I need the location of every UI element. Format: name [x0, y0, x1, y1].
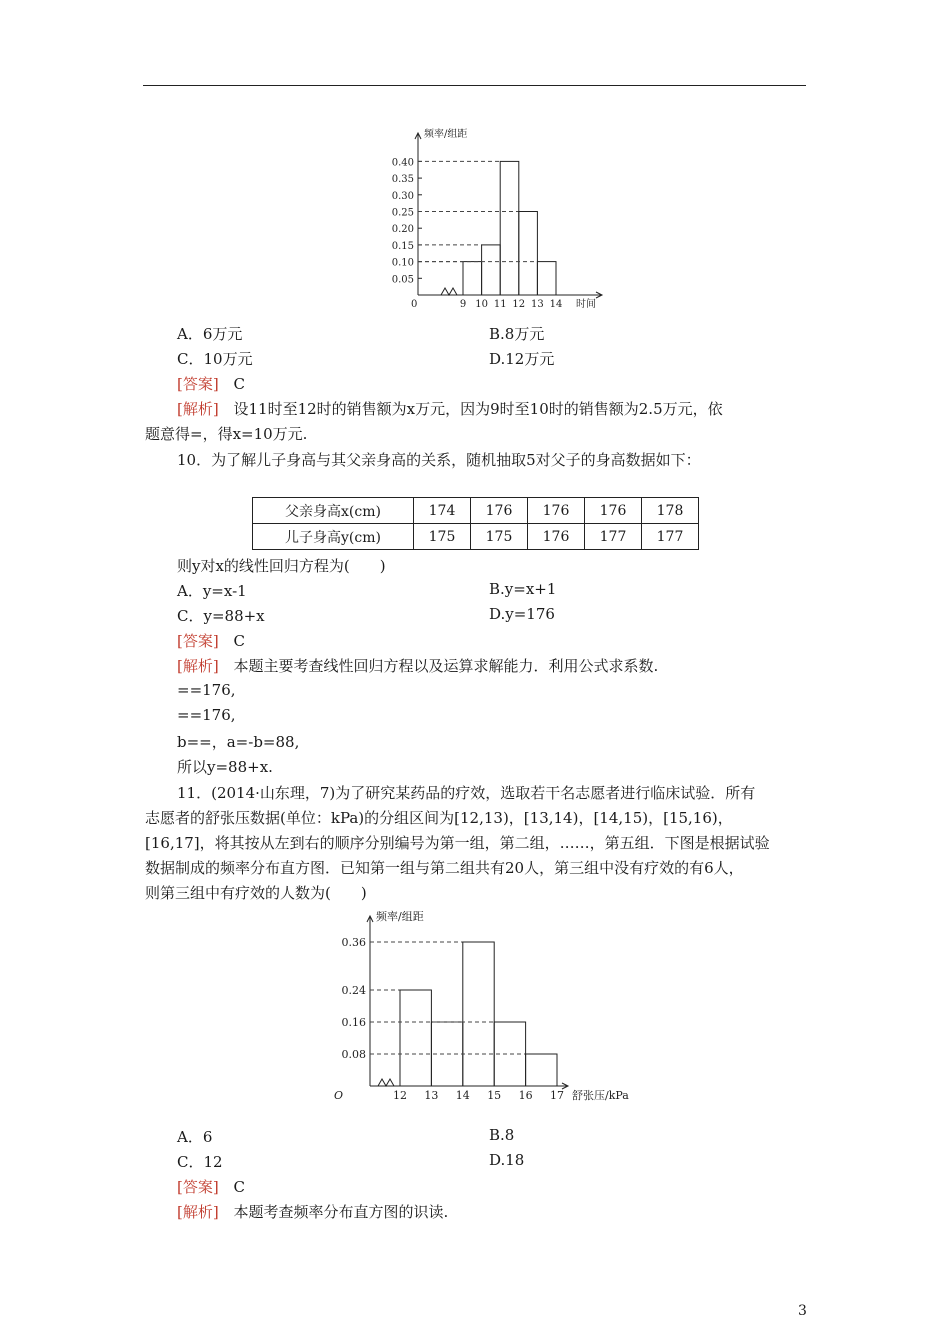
q10-stem: 10．为了解儿子身高与其父亲身高的关系，随机抽取5对父子的身高数据如下： [177, 451, 701, 469]
q10-answer [177, 630, 245, 651]
y-tick-label: 0.36 [341, 936, 366, 949]
q11-stem-5: 则第三组中有疗效的人数为( ) [145, 884, 367, 902]
answer-value: C [233, 1178, 245, 1196]
table-cell: 176 [471, 498, 528, 524]
q11-stem-4: 数据制成的频率分布直方图．已知第一组与第二组共有20人，第三组中没有疗效的有6人， [145, 859, 744, 877]
answer-label: [答案] [177, 1178, 219, 1196]
q10-option-c: C．y=88+x [177, 607, 265, 625]
x-tick-label: 13 [531, 299, 544, 310]
histogram-bar [500, 161, 519, 295]
q10-option-d: D.y=176 [489, 605, 555, 623]
q9-analysis [177, 398, 723, 419]
histogram-bar [526, 1054, 557, 1086]
table-row-label: 儿子身高y(cm) [253, 524, 414, 550]
y-tick-label: 0.16 [341, 1016, 366, 1029]
x-tick-label: 13 [424, 1089, 439, 1102]
answer-value: C [233, 632, 245, 650]
table-cell: 175 [414, 524, 471, 550]
x-tick-label: 12 [393, 1089, 407, 1102]
q11-answer [177, 1176, 245, 1197]
y-tick-label: 0.20 [391, 224, 414, 236]
q9-analysis-cont: 题意得=，得x=10万元. [145, 425, 308, 443]
q10-question: 则y对x的线性回归方程为( ) [177, 557, 386, 575]
y-tick-label: 0.08 [341, 1048, 366, 1061]
table-cell: 176 [528, 498, 585, 524]
analysis-text: 本题主要考查线性回归方程以及运算求解能力．利用公式求系数. [233, 657, 659, 675]
y-tick-label: 0.40 [391, 157, 414, 169]
table-cell: 176 [585, 498, 642, 524]
y-tick-label: 0.05 [391, 274, 414, 286]
axis-break [441, 288, 457, 295]
origin-label: O [334, 1089, 344, 1102]
q10-option-a: A．y=x-1 [177, 582, 247, 600]
x-tick-label: 12 [512, 299, 526, 310]
table-cell: 176 [528, 524, 585, 550]
height-table [252, 497, 699, 550]
y-tick-label: 0.24 [341, 984, 366, 997]
x-tick-label: 10 [475, 299, 488, 310]
pressure-histogram [330, 910, 640, 1110]
q9-option-a: A．6万元 [177, 325, 243, 343]
origin-label: 0 [411, 299, 418, 310]
y-tick-label: 0.35 [391, 174, 414, 186]
analysis-label: [解析] [177, 400, 219, 418]
header-rule [143, 85, 806, 86]
y-tick-label: 0.10 [391, 257, 414, 269]
x-tick-label: 11 [493, 299, 507, 310]
q9-option-d: D.12万元 [489, 350, 555, 368]
table-row-label: 父亲身高x(cm) [253, 498, 414, 524]
page-number: 3 [798, 1303, 807, 1319]
histogram-bar [463, 942, 494, 1086]
table-cell: 175 [471, 524, 528, 550]
answer-label: [答案] [177, 375, 219, 393]
histogram-bar [400, 990, 431, 1086]
table-cell: 177 [642, 524, 699, 550]
q10-step-3: b==，a=-b=88, [177, 733, 300, 751]
x-tick-label: 17 [550, 1089, 564, 1102]
table-cell: 174 [414, 498, 471, 524]
q10-step-2: ==176, [177, 706, 236, 724]
axis-break [378, 1079, 394, 1086]
x-axis-label: 时间 [576, 299, 596, 310]
y-tick-label: 0.30 [391, 190, 414, 202]
q11-stem-3: [16,17]，将其按从左到右的顺序分别编号为第一组，第二组，……，第五组．下图是根据试验 [145, 834, 770, 852]
sales-histogram [380, 125, 610, 315]
q9-option-c: C．10万元 [177, 350, 253, 368]
x-tick-label: 14 [549, 299, 563, 310]
x-tick-label: 9 [459, 299, 467, 310]
histogram-bar [537, 262, 556, 295]
x-tick-label: 15 [487, 1089, 502, 1102]
y-tick-label: 0.15 [391, 240, 414, 252]
y-tick-label: 0.25 [391, 207, 414, 219]
table-cell: 178 [642, 498, 699, 524]
q11-option-a: A．6 [177, 1128, 213, 1146]
q11-stem-2: 志愿者的舒张压数据(单位：kPa)的分组区间为[12,13)，[13,14)，[14,15)，[15,16)， [145, 809, 733, 827]
histogram-bar [482, 245, 501, 295]
x-tick-label: 14 [455, 1089, 470, 1102]
q11-option-c: C．12 [177, 1153, 223, 1171]
q11-option-d: D.18 [489, 1151, 525, 1169]
answer-value: C [233, 375, 245, 393]
q9-answer [177, 373, 245, 394]
histogram-bar [463, 262, 482, 295]
q10-step-4: 所以y=88+x. [177, 758, 273, 776]
analysis-label: [解析] [177, 657, 219, 675]
analysis-label: [解析] [177, 1203, 219, 1221]
histogram-bar [519, 212, 538, 296]
q11-stem-1: 11．(2014·山东理，7)为了研究某药品的疗效，选取若干名志愿者进行临床试验．所有 [177, 784, 756, 802]
q11-option-b: B.8 [489, 1126, 515, 1144]
y-axis-label: 频率/组距 [376, 910, 424, 923]
table-row [253, 498, 699, 524]
answer-label: [答案] [177, 632, 219, 650]
analysis-text: 本题考查频率分布直方图的识读. [233, 1203, 449, 1221]
analysis-text: 设11时至12时的销售额为x万元，因为9时至10时的销售额为2.5万元，依 [233, 400, 723, 418]
y-axis-label: 频率/组距 [424, 129, 468, 140]
q10-option-b: B.y=x+1 [489, 580, 557, 598]
q9-option-b: B.8万元 [489, 325, 545, 343]
table-row [253, 524, 699, 550]
x-axis-label: 舒张压/kPa [572, 1089, 629, 1102]
q10-step-1: ==176, [177, 681, 236, 699]
q10-analysis [177, 655, 658, 676]
table-cell: 177 [585, 524, 642, 550]
x-tick-label: 16 [518, 1089, 533, 1102]
q11-analysis [177, 1201, 448, 1222]
